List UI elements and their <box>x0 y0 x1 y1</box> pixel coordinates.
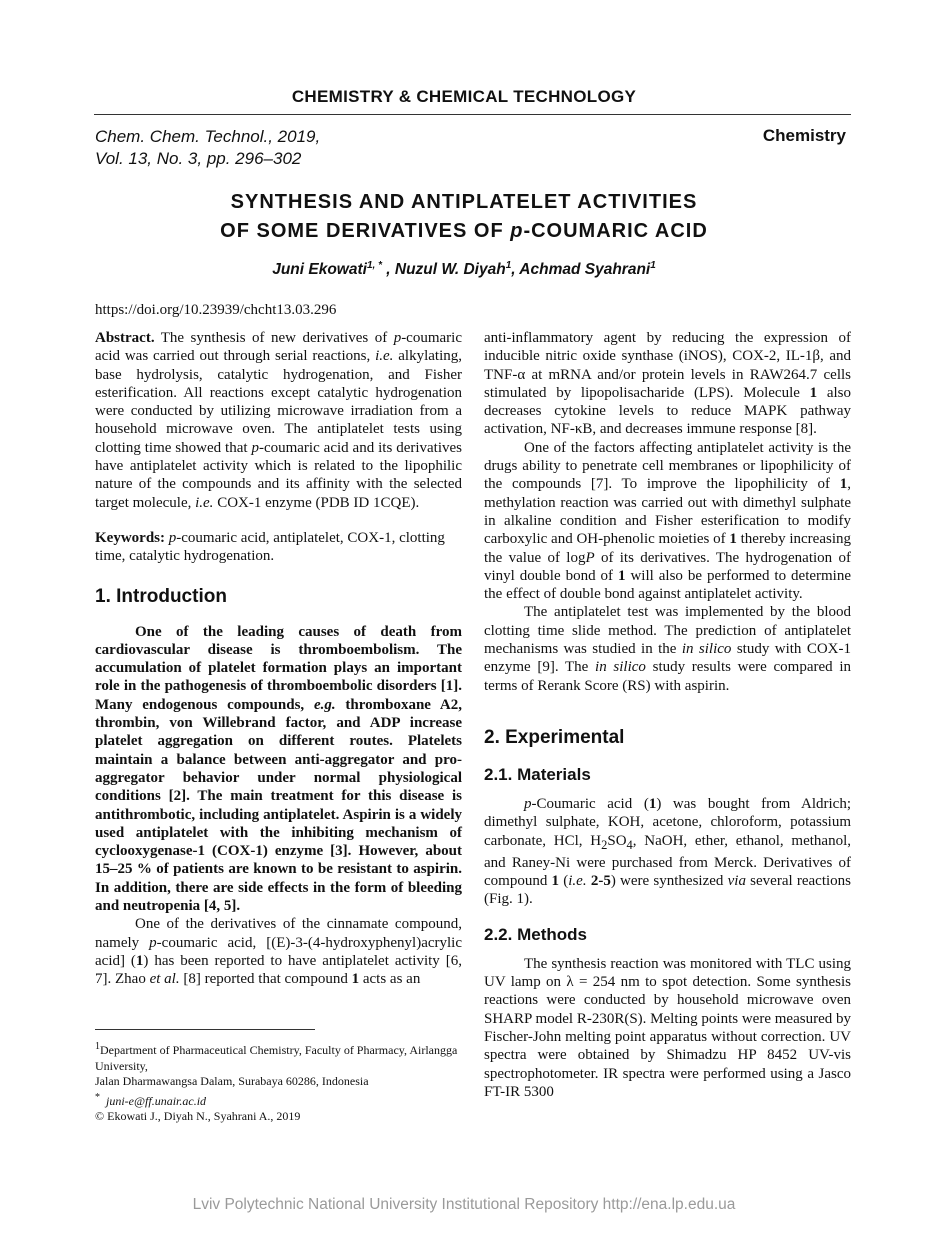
title-line-2 <box>0 217 928 246</box>
body-text: SO <box>607 832 627 849</box>
body-text: study results were compared in terms of Rerank Score (RS) with aspirin. <box>484 659 852 694</box>
intro-italic: e.g. <box>313 696 336 713</box>
body-text: ) were synthesized <box>610 873 728 890</box>
intro-text: -coumaric acid, [(E)-3-(4-hydroxyphenyl)acrylic acid] ( <box>95 934 462 969</box>
title-line-1: SYNTHESIS AND ANTIPLATELET ACTIVITIES <box>230 191 698 213</box>
body-bold: 1 <box>618 567 626 584</box>
body-bold: 1 <box>839 476 848 493</box>
intro-paragraph-4 <box>484 603 851 694</box>
keywords <box>95 529 462 566</box>
abstract-text: The synthesis of new derivatives of <box>154 330 394 346</box>
footnote-rule <box>95 1029 315 1030</box>
author-3: Achmad Syahrani <box>519 261 651 279</box>
intro-bold: 1 <box>135 952 144 969</box>
abstract-text: COX-1 enzyme (PDB ID 1CQE). <box>213 494 420 511</box>
abstract-text: alkylating, base hydrolysis, catalytic hydrogenation, and Fisher esterification. All reactions except catalytic hydrogenation were conducted by utilizing microwave irradiation from a household microwave oven. The antiplatelet tests using clotting time showed that <box>95 348 462 456</box>
intro-text: acts as an <box>359 971 421 988</box>
author-1: Juni Ekowati <box>272 261 367 279</box>
repository-footer: Lviv Polytechnic National University Institutional Repository http://ena.lp.edu.ua <box>192 1196 736 1213</box>
keywords-italic: p <box>168 529 177 546</box>
footnotes <box>95 1039 465 1125</box>
abstract-label: Abstract. <box>95 330 155 346</box>
intro-text: One of the derivatives of the cinnamate compound, namely <box>95 916 462 951</box>
intro-continued-paragraph <box>484 329 851 439</box>
body-text: , methylation reaction was carried out with dimethyl sulphate in alkaline condition and Fisher esterification to modify carboxylic and OH-phenolic moieties of <box>484 476 851 548</box>
abstract-italic: p <box>393 330 402 346</box>
section-tag: Chemistry <box>762 126 846 145</box>
body-text: One of the factors affecting antiplatelet activity is the drugs ability to penetrate cell membranes or lipophilicity of the compounds [7]. To improve the lipophilicity of <box>484 439 851 493</box>
section-heading-experimental: 2. Experimental <box>484 726 625 748</box>
author-separator: , <box>381 261 395 279</box>
subsection-heading-methods: 2.2. Methods <box>484 924 587 944</box>
paper-title <box>0 188 928 246</box>
title-line-2-post: -COUMARIC ACID <box>523 220 708 242</box>
body-bold: 1 <box>648 795 657 812</box>
header-rule <box>94 114 851 115</box>
citation-line-1: Chem. Chem. Technol., 2019, <box>95 127 321 146</box>
body-text: , NaOH, ether, ethanol, methanol, and Raney-Ni were purchased from Merck. Derivatives of compound <box>484 832 851 890</box>
title-line-2-pre: OF SOME DERIVATIVES OF <box>220 220 511 242</box>
methods-paragraph: The synthesis reaction was monitored with TLC using UV lamp on λ = 254 nm to spot detection. Some synthesis reactions were conducted by household microwave oven SHARP model R-230R(S). Melting points were measured by Fischer-John melting point apparatus without correction. UV spectra were obtained by Shimadzu HP 8452 UV-vis spectrophotometer. IR spectra were performed using a Jasco FT-IR 5300 <box>484 955 851 1100</box>
body-text: ) was bought from Aldrich; dimethyl sulphate, KOH, acetone, chloroform, potassium carbonate, HCl, H <box>484 795 851 849</box>
keywords-text: -coumaric acid, antiplatelet, COX-1, clotting time, catalytic hydrogenation. <box>95 529 445 565</box>
body-italic: i.e. <box>568 873 587 890</box>
footnote-copyright: © Ekowati J., Diyah N., Syahrani A., 2019 <box>95 1109 301 1123</box>
body-bold: 1 <box>809 384 818 401</box>
body-text: ( <box>559 873 569 890</box>
intro-italic: p <box>149 934 157 951</box>
right-column <box>484 329 851 1101</box>
body-italic: P <box>585 549 595 566</box>
intro-italic: et al. <box>149 971 180 988</box>
title-line-2-italic: p <box>510 220 524 242</box>
body-text: of its derivatives. The hydrogenation of vinyl double bond of <box>484 549 851 584</box>
author-2: Nuzul W. Diyah <box>394 261 506 279</box>
author-1-affiliation: 1, * <box>366 260 382 271</box>
abstract-italic: p <box>251 439 259 456</box>
footnote-text: Department of Pharmaceutical Chemistry, Faculty of Pharmacy, Airlangga University, <box>95 1043 458 1073</box>
abstract-text: -coumaric acid was carried out through serial reactions, <box>95 330 462 365</box>
body-italic: in silico <box>681 641 732 658</box>
footnote-marker: 1 <box>95 1041 100 1052</box>
body-text: thereby increasing the value of log <box>484 531 852 566</box>
email-link[interactable]: juni-e@ff.unair.ac.id <box>106 1093 207 1108</box>
author-separator: , <box>511 261 520 279</box>
body-text: anti-inflammatory agent by reducing the expression of inducible nitric oxide synthase (iNOS), COX-2, IL-1β, and TNF-α at mRNA and/or protein levels in RAW264.7 cells stimulated by lipopolisacharide (LPS). Molecule <box>484 330 851 401</box>
materials-paragraph <box>484 795 851 909</box>
citation <box>95 126 320 170</box>
intro-text: One of the leading causes of death from cardiovascular disease is thromboembolism. The accumulation of platelet formation plays an important role in the pathogenesis of thromboembolic disorders [1]. Many endogenous compounds, <box>95 623 462 713</box>
intro-text: [8] reported that compound <box>179 971 352 988</box>
body-text: also decreases cytokine levels to reduce MAPK pathway activation, NF-κB, and decreases immune response [8]. <box>484 384 851 438</box>
intro-text: ) has been reported to have antiplatelet activity [6, 7]. Zhao <box>95 952 462 988</box>
abstract <box>95 329 462 512</box>
doi-link[interactable]: https://doi.org/10.23939/chcht13.03.296 <box>95 302 337 318</box>
intro-paragraph-3 <box>484 439 851 604</box>
author-list <box>0 260 928 279</box>
author-3-affiliation: 1 <box>650 260 656 271</box>
subscript: 2 <box>601 837 608 852</box>
body-text: several reactions (Fig. 1). <box>484 873 852 908</box>
footnote-marker: * <box>95 1091 100 1103</box>
abstract-italic: i.e. <box>195 494 214 511</box>
body-italic: via <box>727 873 746 890</box>
abstract-italic: i.e. <box>375 348 394 365</box>
body-bold: 1 <box>729 531 737 548</box>
intro-text: thromboxane A2, thrombin, von Willebrand factor, and ADP increase platelet aggregation on different routes. Platelets maintain a balance between anti-aggregator and pro-aggregator behavior under normal physiological conditions [2]. The main treatment for this disease is antithrombotic, including antiplatelet. Aspirin is a widely used antiplatelet with the inhibiting mechanism of cyclooxygenase-1 (COX-1) enzyme [3]. However, about 15–25 % of patients are known to be resistant to aspirin. In addition, there are side effects in the form of bleeding and neutropenia [4, 5]. <box>95 696 462 915</box>
body-text: The antiplatelet test was implemented by the blood clotting time slide method. The prediction of antiplatelet mechanisms was studied in the <box>484 604 851 658</box>
body-text: study with COX-1 enzyme [9]. The <box>484 641 851 676</box>
abstract-text: -coumaric acid and its derivatives have antiplatelet activity which is related to the lipophilic nature of the compounds and its affinity with the selected target molecule, <box>95 439 463 511</box>
body-italic: p <box>524 795 532 812</box>
body-italic: in silico <box>595 659 646 676</box>
intro-bold: 1 <box>351 971 360 988</box>
subsection-heading-materials: 2.1. Materials <box>484 764 591 784</box>
keywords-label: Keywords: <box>95 529 165 546</box>
journal-header: CHEMISTRY & CHEMICAL TECHNOLOGY <box>291 87 637 106</box>
body-text: will also be performed to determine the effect of double bond against antiplatelet activity. <box>484 567 852 603</box>
author-2-affiliation: 1 <box>505 260 512 271</box>
section-heading-introduction: 1. Introduction <box>95 585 227 607</box>
body-bold: 1 <box>551 873 560 890</box>
intro-paragraph-1 <box>95 623 462 916</box>
left-column <box>95 329 462 989</box>
footnote-email <box>95 1090 465 1110</box>
subscript: 4 <box>626 837 633 852</box>
footnote-affiliation <box>95 1039 465 1074</box>
body-bold: 2-5 <box>590 873 611 890</box>
body-text: -Coumaric acid ( <box>531 795 649 812</box>
footnote-address: Jalan Dharmawangsa Dalam, Surabaya 60286, Indonesia <box>95 1074 369 1088</box>
citation-line-2: Vol. 13, No. 3, pp. 296–302 <box>95 149 302 168</box>
intro-paragraph-2 <box>95 915 462 988</box>
